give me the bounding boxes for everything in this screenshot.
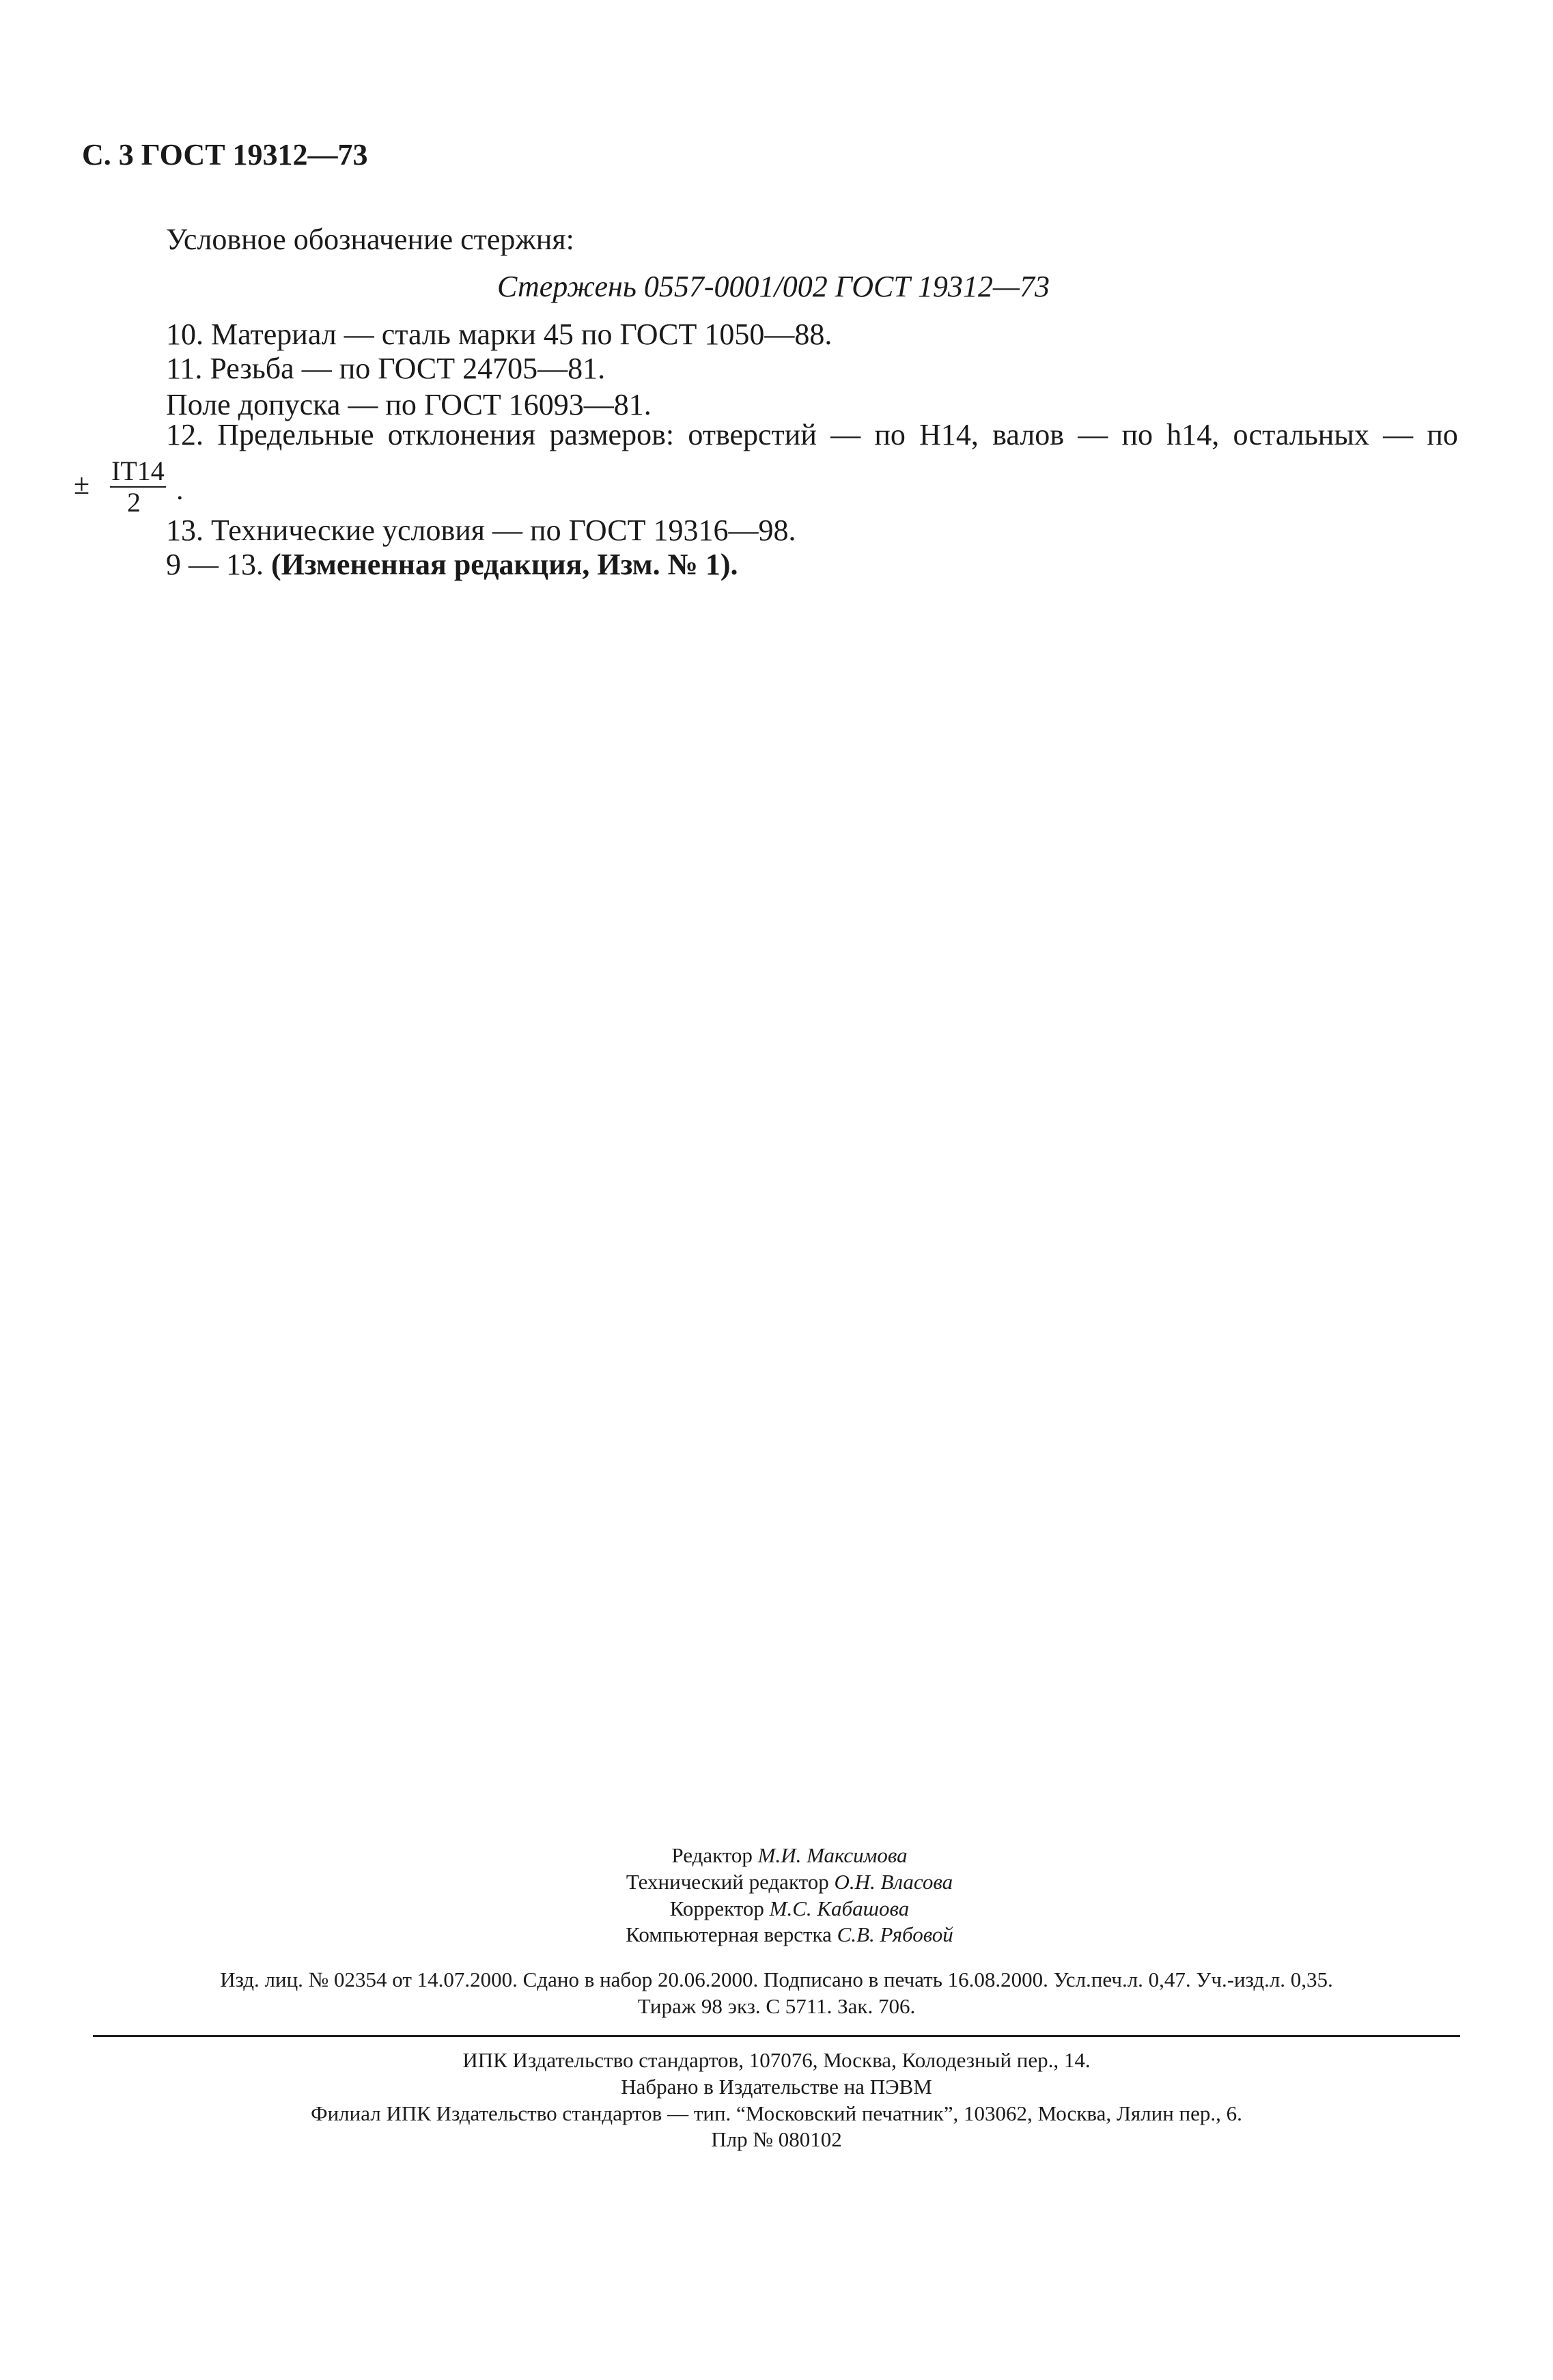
- revision-note: [166, 548, 738, 583]
- credit-role: Корректор: [669, 1896, 764, 1920]
- credits-block: [585, 1843, 994, 1948]
- item-12-word: размеров:: [549, 418, 675, 451]
- item-13-specifications: 13. Технические условия — по ГОСТ 19316—98.: [166, 514, 796, 547]
- credit-role: Технический редактор: [626, 1869, 829, 1894]
- credit-name: М.И. Максимова: [757, 1843, 908, 1867]
- revision-prefix: 9 — 13.: [166, 548, 264, 581]
- formula-denominator: 2: [127, 487, 141, 518]
- credit-proofreader: [585, 1896, 994, 1922]
- credit-name: С.В. Рябовой: [837, 1922, 953, 1947]
- item-12-word: h14,: [1166, 418, 1220, 451]
- tolerance-formula: [74, 456, 210, 518]
- item-10-material: 10. Материал — сталь марки 45 по ГОСТ 1050—88.: [166, 318, 833, 351]
- credit-layout: [585, 1922, 994, 1948]
- credit-role: Редактор: [671, 1843, 753, 1867]
- publisher-line: Набрано в Издательстве на ПЭВМ: [621, 2074, 932, 2099]
- credit-name: М.С. Кабашова: [769, 1896, 910, 1920]
- page-header: С. 3 ГОСТ 19312—73: [82, 138, 368, 171]
- plus-minus-sign: ±: [74, 469, 90, 501]
- credit-technical-editor: [585, 1869, 994, 1896]
- credit-editor: [585, 1843, 994, 1869]
- formula-numerator: IT14: [111, 456, 165, 486]
- item-12-word: отверстий: [688, 418, 817, 451]
- item-12-word: по: [1121, 418, 1153, 451]
- item-12-deviations: [166, 418, 1458, 453]
- divider-line: [93, 2035, 1460, 2037]
- item-12-word: —: [1383, 418, 1414, 451]
- publisher-line: ИПК Издательство стандартов, 107076, Москва, Колодезный пер., 14.: [462, 2048, 1091, 2072]
- item-12-word: остальных: [1233, 418, 1369, 451]
- credit-name: О.Н. Власова: [834, 1869, 953, 1894]
- item-12-word: 12.: [166, 418, 204, 451]
- item-12-word: по: [1427, 418, 1458, 451]
- tolerance-field: Поле допуска — по ГОСТ 16093—81.: [166, 388, 652, 421]
- designation-intro: Условное обозначение стержня:: [166, 223, 574, 256]
- imprint-block: [0, 1967, 1553, 2020]
- item-12-word: H14,: [919, 418, 979, 451]
- publisher-line: Плр № 080102: [711, 2127, 842, 2152]
- revision-note-text: (Измененная редакция, Изм. № 1).: [271, 548, 738, 581]
- publisher-block: [0, 2047, 1553, 2153]
- item-12-word: —: [1078, 418, 1108, 451]
- item-11-thread: 11. Резьба — по ГОСТ 24705—81.: [166, 352, 606, 385]
- item-12-word: по: [874, 418, 906, 451]
- publisher-line: Филиал ИПК Издательство стандартов — тип. “Московский печатник”, 103062, Москва, Лялин пер., 6.: [311, 2101, 1242, 2125]
- item-12-word: —: [830, 418, 861, 451]
- item-12-word: валов: [992, 418, 1064, 451]
- rod-designation: Стержень 0557-0001/002 ГОСТ 19312—73: [497, 270, 1050, 303]
- item-12-word: отклонения: [387, 418, 536, 451]
- imprint-line: Изд. лиц. № 02354 от 14.07.2000. Сдано в набор 20.06.2000. Подписано в печать 16.08.2000. Усл.печ.л. 0,47. Уч.-изд.л. 0,35.: [220, 1968, 1333, 1991]
- item-12-word: Предельные: [217, 418, 374, 451]
- formula-period: .: [176, 475, 184, 506]
- imprint-line: Тираж 98 экз. С 5711. Зак. 706.: [637, 1993, 916, 2018]
- credit-role: Компьютерная верстка: [626, 1922, 832, 1947]
